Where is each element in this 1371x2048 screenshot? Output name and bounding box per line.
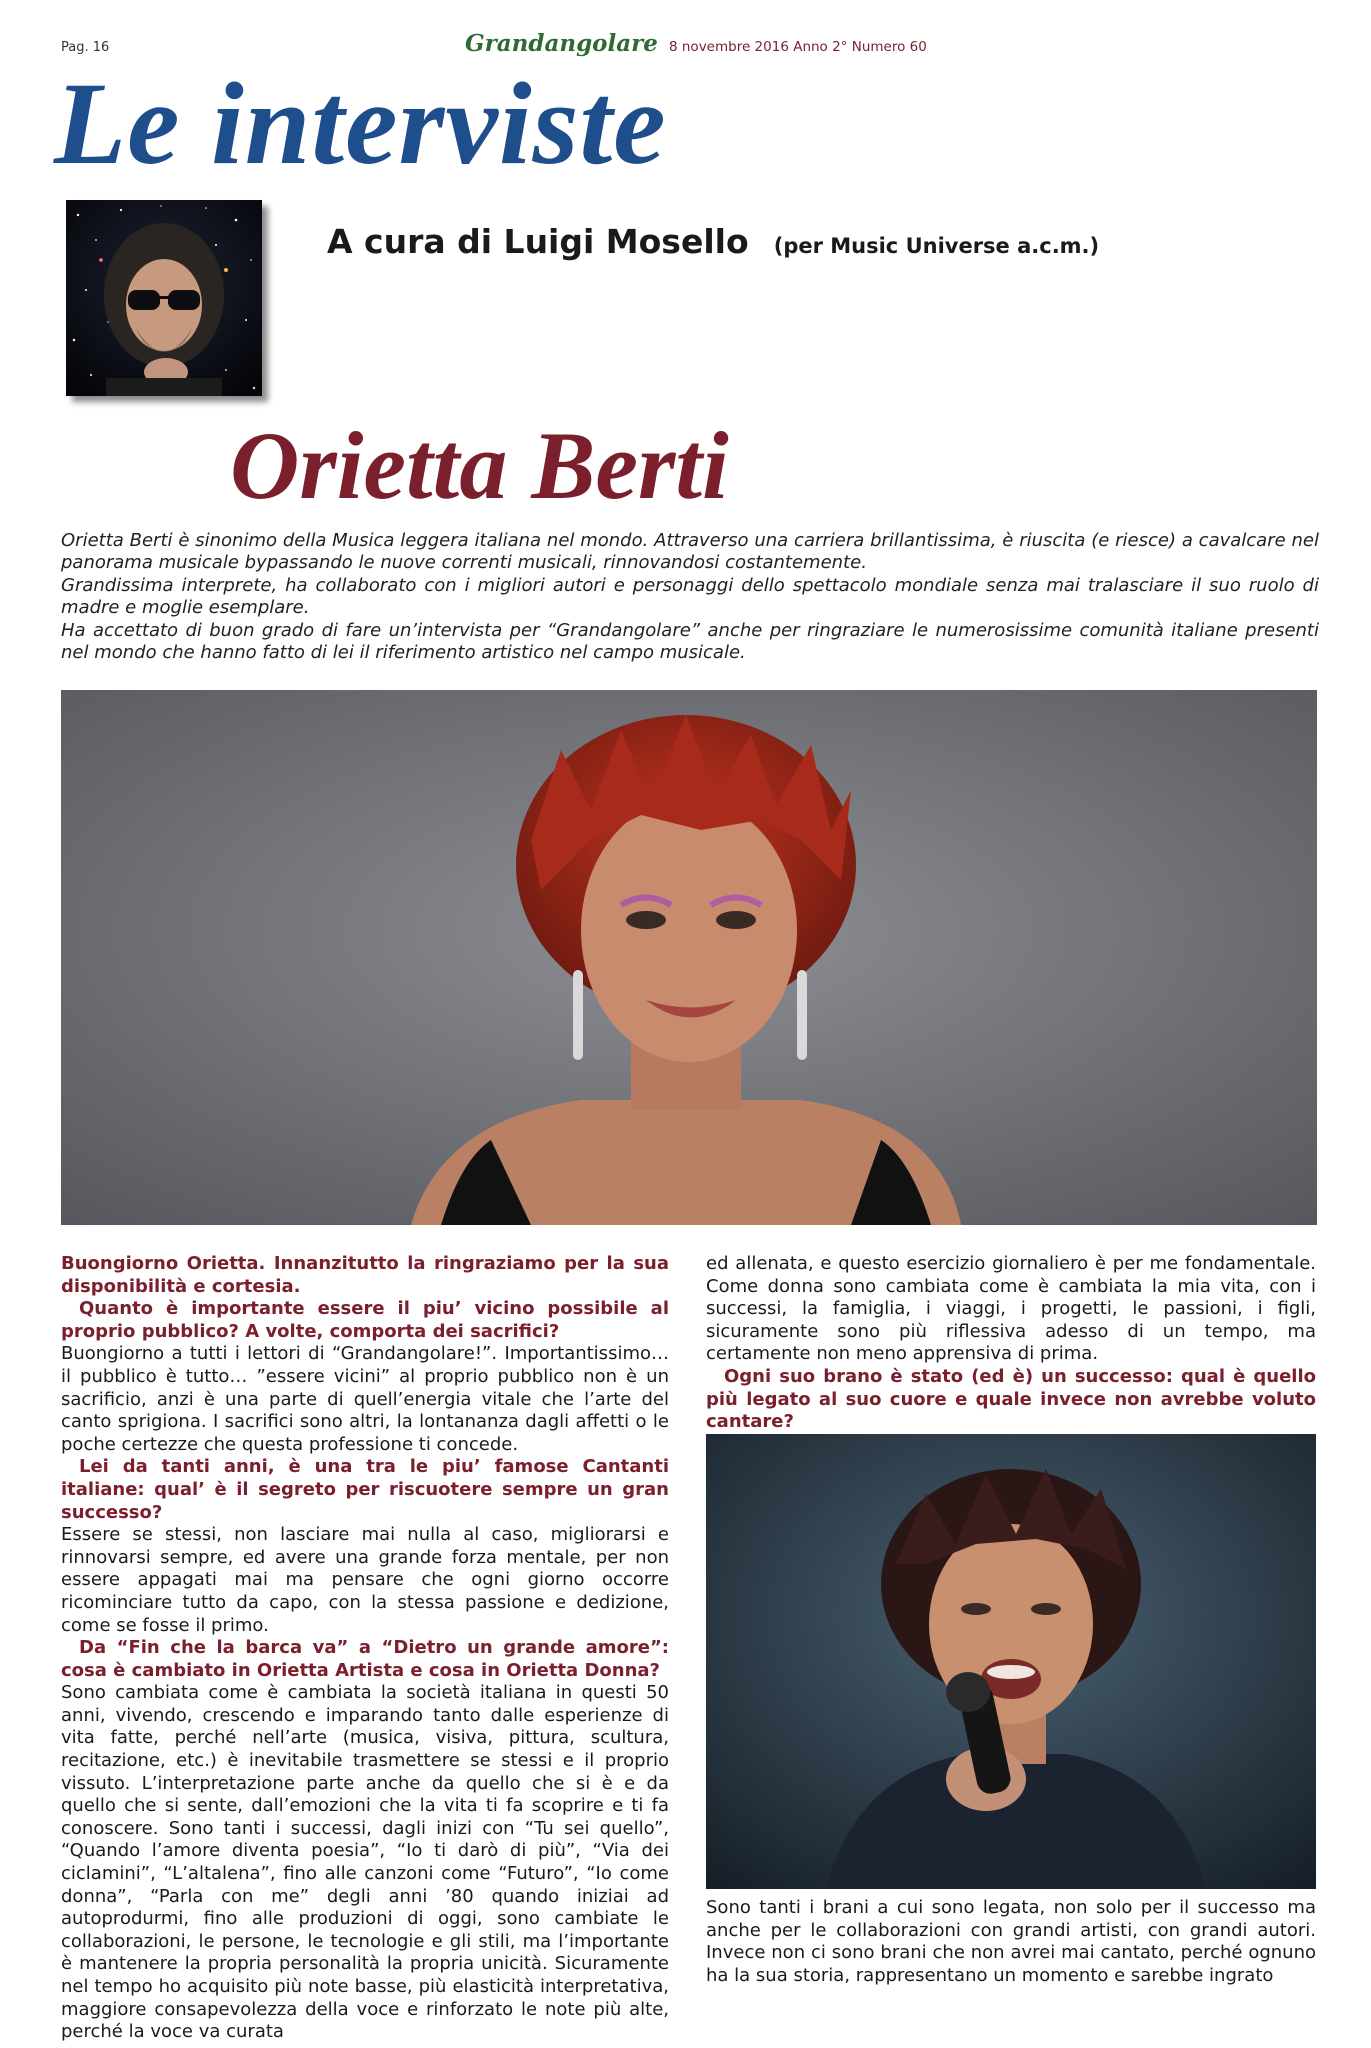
interview-answer: ed allenata, e questo esercizio giornaliero è per me fondamentale. Come donna sono cambiata come è cambiata la mia vita, con i successi, la famiglia, i viaggi, i progetti, le passioni, i figli, sicuramente sono più riflessiva adesso di un tempo, ma certamente non meno apprensiva di prima.	[706, 1253, 1316, 1365]
interview-answer: Buongiorno a tutti i lettori di “Grandangolare!”. Importantissimo… il pubblico è tutto… ”essere vicini” al proprio pubblico non è un sacrificio, anzi è una parte di quell’energia vitale che l’arte del canto sprigiona. I sacrifici sono altri, la lontananza dagli affetti o le poche certezze che questa professione ti concede.	[61, 1343, 669, 1455]
intro-paragraph: Orietta Berti è sinonimo della Musica leggera italiana nel mondo. Attraverso una carriera brillantissima, è riuscita (e riesce) a cavalcare nel panorama musicale bypassando le nuove correnti musicali, rinnovandosi costantemente.	[61, 530, 1319, 574]
intro-paragraph: Grandissima interprete, ha collaborato con i migliori autori e personaggi dello spettacolo mondiale senza mai tralasciare il suo ruolo di madre e moglie esemplare.	[61, 574, 1319, 619]
interview-answer: Sono tanti i brani a cui sono legata, non solo per il successo ma anche per le collaborazioni con grandi artisti, con grandi autori. Invece non ci sono brani che non avrei mai cantato, perché ognuno ha la sua storia, rappresentano un momento e sarebbe ingrato	[706, 1897, 1316, 1986]
byline-author: A cura di Luigi Mosello	[327, 222, 749, 261]
intro-paragraph: Ha accettato di buon grado di fare un’intervista per “Grandangolare” anche per ringraziare le numerosissime comunità italiane presenti nel mondo che hanno fatto di lei il riferimento artistico nel campo musicale.	[61, 619, 1319, 664]
performance-photo	[706, 1434, 1316, 1889]
interview-question: Buongiorno Orietta. Innanzitutto la ringraziamo per la sua disponibilità e cortesia.	[61, 1253, 669, 1297]
article-column-right-continued	[706, 1897, 1316, 1987]
publication-name: Grandangolare	[465, 30, 658, 57]
article-column-left	[61, 1253, 669, 2044]
page-number: Pag. 16	[61, 40, 110, 55]
masthead	[465, 30, 927, 57]
interview-answer: Sono cambiata come è cambiata la società italiana in questi 50 anni, vivendo, crescendo e imparando tanto dalle esperienze di vita fatte, perché nell’arte (musica, visiva, pittura, scultura, recitazione, etc.) è inevitabile trasmettere se stessi e il proprio vissuto. L’interpretazione parte anche da quello che si è e da quello che si sente, dall’emozioni che la vita ti fa scoprire e ti fa conoscere. Sono tanti i successi, dagli inizi con “Tu sei quello”, “Quando l’amore diventa poesia”, “Io ti darò di più”, “Via dei ciclamini”, “L’altalena”, fino alle canzoni come “Futuro”, “Io come donna”, “Parla con me” degli anni ’80 quando iniziai ad autoprodurmi, fino alle produzioni di oggi, sono cambiate le collaborazioni, le persone, le tecnologie e gli stili, ma l’importante è mantenere la propria personalità la propria unicità. Sicuramente nel tempo ho acquisito più note basse, più elasticità interpretativa, maggiore consapevolezza della voce e rinforzato le note più alte, perché la voce va curata	[61, 1682, 669, 2043]
interview-question: Quanto è importante essere il piu’ vicino possibile al proprio pubblico? A volte, comporta dei sacrifici?	[61, 1298, 669, 1342]
byline	[327, 222, 1099, 261]
interview-question: Ogni suo brano è stato (ed è) un successo: qual è quello più legato al suo cuore e quale invece non avrebbe voluto cantare?	[706, 1365, 1316, 1433]
byline-affiliation: (per Music Universe a.c.m.)	[773, 234, 1100, 258]
hero-photo	[61, 690, 1317, 1225]
interview-question: Da “Fin che la barca va” a “Dietro un grande amore”: cosa è cambiato in Orietta Artista e cosa in Orietta Donna?	[61, 1637, 669, 1681]
interview-answer: Essere se stessi, non lasciare mai nulla al caso, migliorarsi e rinnovarsi sempre, ed avere una grande forza mentale, per non essere appagati mai ma pensare che ogni giorno occorre ricominciare tutto da capo, con la stessa passione e dedizione, come se fosse il primo.	[61, 1524, 669, 1636]
artist-title: Orietta Berti	[230, 412, 729, 519]
interview-question: Lei da tanti anni, è una tra le piu’ famose Cantanti italiane: qual’ è il segreto per riscuotere sempre un gran successo?	[61, 1456, 669, 1523]
article-column-right	[706, 1253, 1316, 1434]
issue-info: 8 novembre 2016 Anno 2° Numero 60	[669, 39, 927, 55]
author-photo	[66, 200, 262, 396]
intro-text	[61, 530, 1319, 664]
section-title: Le interviste	[54, 58, 667, 189]
